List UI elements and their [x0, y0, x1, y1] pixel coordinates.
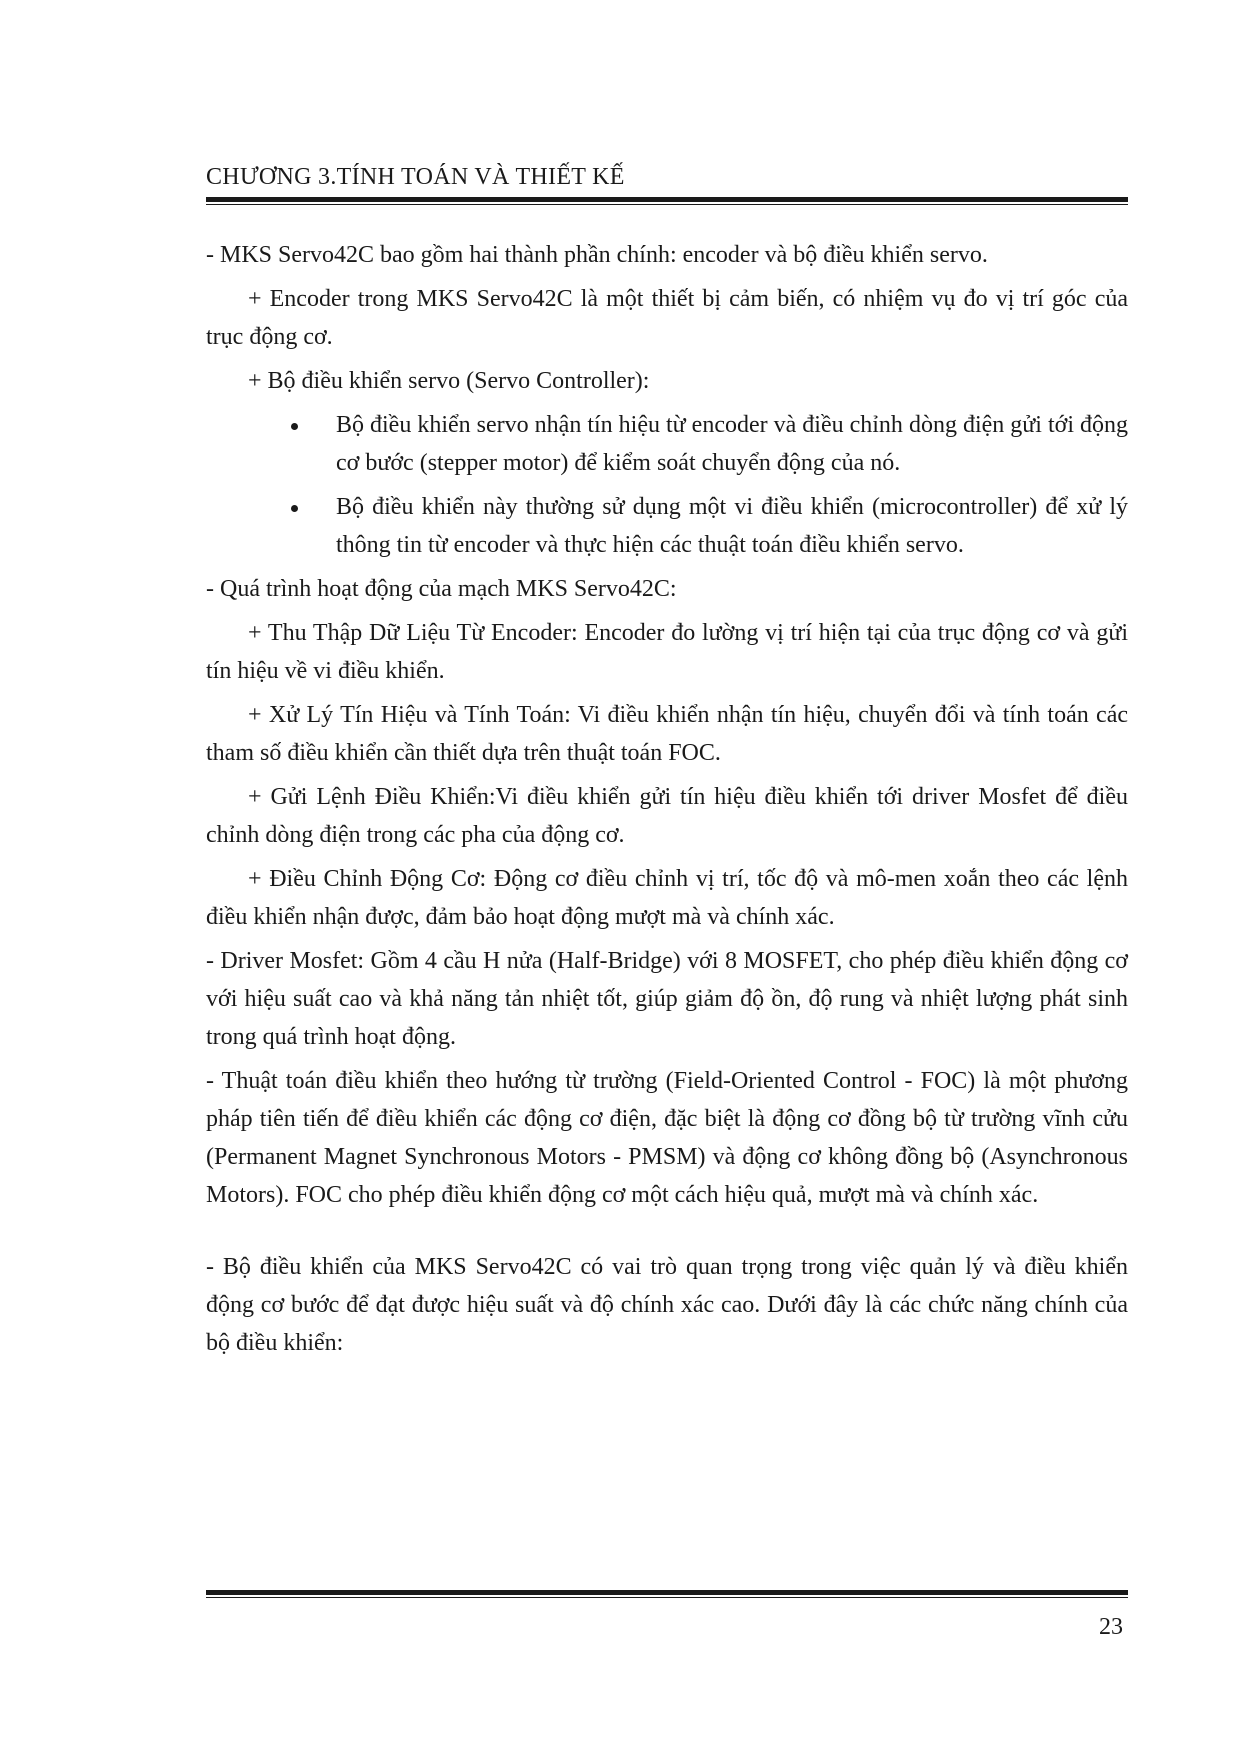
paragraph: - Quá trình hoạt động của mạch MKS Servo42C:: [206, 576, 677, 602]
paragraph: - Bộ điều khiển của MKS Servo42C có vai trò quan trọng trong việc quản lý và điều khiển động cơ bước để đạt được hiệu suất và độ chính xác cao. Dưới đây là các chức năng chính của bộ điều khiển:: [206, 1254, 1128, 1356]
paragraph: - Thuật toán điều khiển theo hướng từ trường (Field-Oriented Control - FOC) là một phương pháp tiên tiến để điều khiển các động cơ điện, đặc biệt là động cơ đồng bộ từ trường vĩnh cửu (Permanent Magnet Synchronous Motors - PMSM) và động cơ không đồng bộ (Asynchronous Motors). FOC cho phép điều khiển động cơ một cách hiệu quả, mượt mà và chính xác.: [206, 1068, 1128, 1208]
page-body: [206, 236, 1128, 1368]
chapter-title: CHƯƠNG 3.TÍNH TOÁN VÀ THIẾT KẾ: [206, 164, 625, 190]
list-item: [336, 488, 1128, 564]
list-item-text: Bộ điều khiển servo nhận tín hiệu từ encoder và điều chỉnh dòng điện gửi tới động cơ bước (stepper motor) để kiểm soát chuyển động của nó.: [336, 412, 1128, 476]
paragraph: - MKS Servo42C bao gồm hai thành phần chính: encoder và bộ điều khiển servo.: [206, 242, 988, 268]
list-item-text: Bộ điều khiển này thường sử dụng một vi điều khiển (microcontroller) để xử lý thông tin từ encoder và thực hiện các thuật toán điều khiển servo.: [336, 494, 1128, 558]
paragraph: - Driver Mosfet: Gồm 4 cầu H nửa (Half-Bridge) với 8 MOSFET, cho phép điều khiển động cơ với hiệu suất cao và khả năng tản nhiệt tốt, giúp giảm độ ồn, độ rung và nhiệt lượng phát sinh trong quá trình hoạt động.: [206, 948, 1128, 1050]
bullet-list: [206, 406, 1128, 564]
bullet-icon: [291, 423, 298, 430]
paragraph: + Xử Lý Tín Hiệu và Tính Toán: Vi điều khiển nhận tín hiệu, chuyển đổi và tính toán các tham số điều khiển cần thiết dựa trên thuật toán FOC.: [206, 702, 1128, 766]
footer-rule: [206, 1590, 1128, 1598]
paragraph: + Bộ điều khiển servo (Servo Controller):: [248, 368, 650, 394]
page-number: 23: [1099, 1614, 1123, 1640]
bullet-icon: [291, 505, 298, 512]
list-item: [336, 406, 1128, 482]
paragraph: + Gửi Lệnh Điều Khiển:Vi điều khiển gửi tín hiệu điều khiển tới driver Mosfet để điều chỉnh dòng điện trong các pha của động cơ.: [206, 784, 1128, 848]
paragraph: + Thu Thập Dữ Liệu Từ Encoder: Encoder đo lường vị trí hiện tại của trục động cơ và gửi tín hiệu về vi điều khiển.: [206, 620, 1128, 684]
paragraph: + Điều Chỉnh Động Cơ: Động cơ điều chỉnh vị trí, tốc độ và mô-men xoắn theo các lệnh điều khiển nhận được, đảm bảo hoạt động mượt mà và chính xác.: [206, 866, 1128, 930]
header-rule: [206, 197, 1128, 205]
paragraph: + Encoder trong MKS Servo42C là một thiết bị cảm biến, có nhiệm vụ đo vị trí góc của trục động cơ.: [206, 286, 1128, 350]
